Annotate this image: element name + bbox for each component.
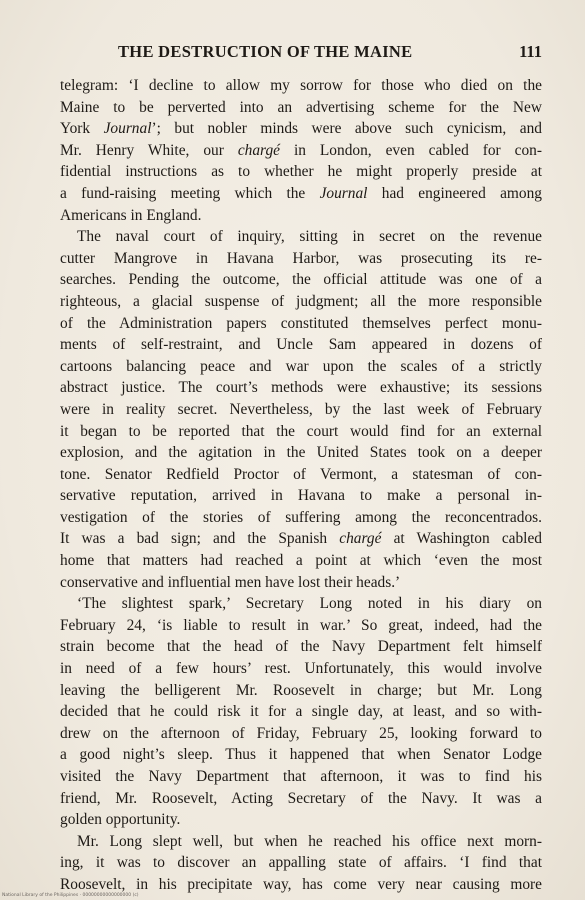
text-line: tone. Senator Redfield Proctor of Vermont, a statesman of con- xyxy=(60,465,542,483)
text-line: righteous, a glacial suspense of judgment; all the more responsible xyxy=(60,292,542,310)
text-line: fidential instructions as to whether he might properly preside at xyxy=(60,163,542,181)
text-line: friend, Mr. Roosevelt, Acting Secretary of the Navy. It was a xyxy=(60,789,542,807)
text-line: ‘The slightest spark,’ Secretary Long noted in his diary on xyxy=(77,595,542,613)
text-line: strain become that the head of the Navy Department felt himself xyxy=(60,638,542,656)
text-line: were in reality secret. Nevertheless, by the last week of February xyxy=(60,400,542,418)
text-line: visited the Navy Department that afternoon, it was to find his xyxy=(60,768,542,785)
text-line: ments of self-restraint, and Uncle Sam appeared in dozens of xyxy=(60,336,542,354)
text-line: servative reputation, arrived in Havana to make a personal in- xyxy=(60,487,542,505)
text-line: conservative and influential men have lost their heads.’ xyxy=(60,573,401,591)
text-line: Americans in England. xyxy=(60,206,202,224)
text-line: Roosevelt, in his precipitate way, has come very near causing more xyxy=(60,875,542,893)
running-head xyxy=(60,42,542,66)
text-line: in need of a few hours’ rest. Unfortunately, this would involve xyxy=(60,660,542,678)
text-line: cartoons balancing peace and war upon the scales of a strictly xyxy=(60,357,542,375)
text-line: it began to be reported that the court would find for an external xyxy=(60,422,542,440)
text-line: a fund-raising meeting which the Journal had engineered among xyxy=(60,184,542,202)
text-line: vestigation of the stories of suffering among the reconcentrados. xyxy=(60,508,542,526)
text-line: of the Administration papers constituted themselves perfect monu- xyxy=(60,314,542,332)
text-line: York Journal’; but nobler minds were above such cynicism, and xyxy=(60,120,542,138)
text-line: The naval court of inquiry, sitting in secret on the revenue xyxy=(77,228,542,246)
text-line: ing, it was to discover an appalling state of affairs. ‘I find that xyxy=(60,854,542,872)
text-line: telegram: ‘I decline to allow my sorrow for those who died on the xyxy=(60,77,542,94)
text-line: abstract justice. The court’s methods were exhaustive; its sessions xyxy=(60,379,542,397)
text-line: leaving the belligerent Mr. Roosevelt in charge; but Mr. Long xyxy=(60,681,542,699)
text-line: golden opportunity. xyxy=(60,811,181,829)
text-line: drew on the afternoon of Friday, February 25, looking forward to xyxy=(60,724,542,742)
text-line: cutter Mangrove in Havana Harbor, was prosecuting its re- xyxy=(60,249,542,267)
text-line: Maine to be perverted into an advertising scheme for the New xyxy=(60,98,542,116)
running-title: THE DESTRUCTION OF THE MAINE xyxy=(118,42,413,61)
page-number: 111 xyxy=(519,42,542,61)
text-line: February 24, ‘is liable to result in war.’ So great, indeed, had the xyxy=(60,616,542,634)
text-line: a good night’s sleep. Thus it happened that when Senator Lodge xyxy=(60,746,542,764)
text-line: It was a bad sign; and the Spanish chargé at Washington cabled xyxy=(60,530,542,548)
text-line: Mr. Long slept well, but when he reached his office next morn- xyxy=(77,832,542,850)
text-line: decided that he could risk it for a single day, at least, and so with- xyxy=(60,703,542,721)
text-line: Mr. Henry White, our chargé in London, even cabled for con- xyxy=(60,141,542,159)
scan-footer-watermark: National Library of the Philippines · 00000000000000000 (c) xyxy=(2,893,139,898)
text-line: searches. Pending the outcome, the official attitude was one of a xyxy=(60,271,542,289)
text-line: explosion, and the agitation in the United States took on a deeper xyxy=(60,444,542,462)
body-text xyxy=(60,75,542,896)
text-line: home that matters had reached a point at which ‘even the most xyxy=(60,552,542,570)
